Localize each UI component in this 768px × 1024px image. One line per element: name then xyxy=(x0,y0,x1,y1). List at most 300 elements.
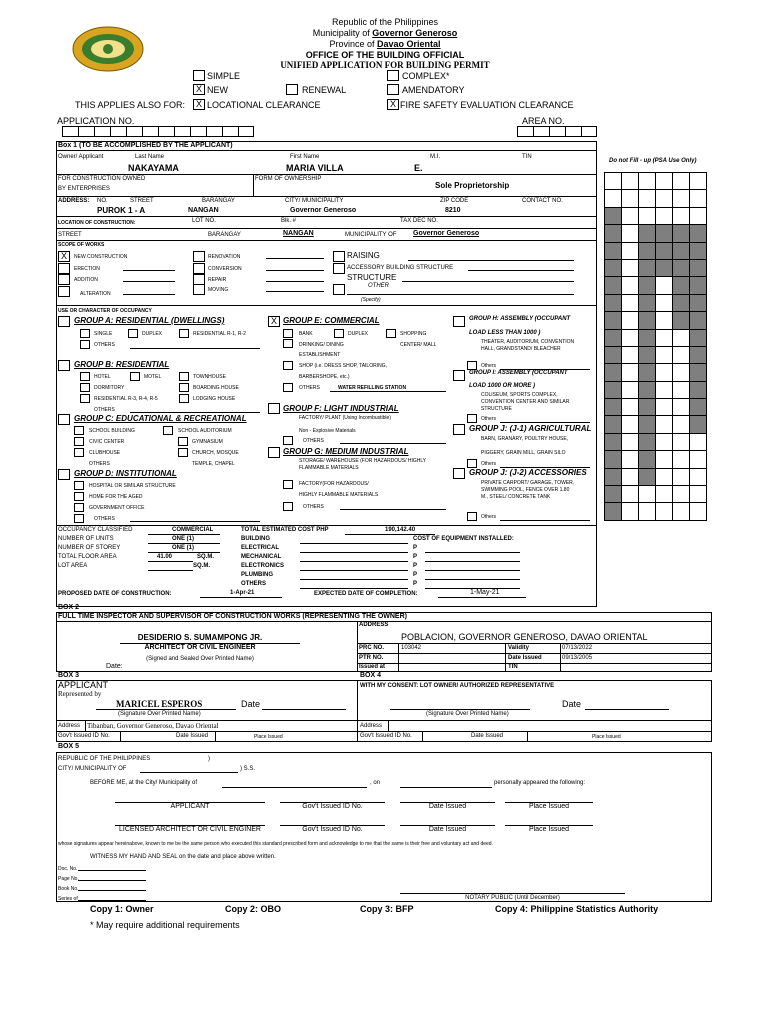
box5-rep-label: REPUBLIC OF THE PHILIPPINES xyxy=(58,756,151,762)
owner-label: Owner/ Applicant xyxy=(58,154,104,160)
psa-cell xyxy=(605,434,622,451)
simple-checkbox[interactable] xyxy=(193,70,205,81)
scope-conversion-checkbox[interactable] xyxy=(193,263,205,274)
occ-pdate-label: PROPOSED DATE OF CONSTRUCTION: xyxy=(58,591,172,597)
psa-cell xyxy=(673,173,690,190)
scope-other-checkbox[interactable] xyxy=(333,284,345,295)
street2-label: STREET xyxy=(58,232,82,238)
gb-others-label: OTHERS xyxy=(94,407,115,413)
psa-cell xyxy=(605,503,622,520)
ge-shopping-label: SHOPPING xyxy=(400,331,427,337)
header-office: OFFICE OF THE BUILDING OFFICIAL xyxy=(305,50,465,60)
renewal-checkbox[interactable] xyxy=(286,84,298,95)
group-f-label: GROUP F: LIGHT INDUSTRIAL xyxy=(283,404,399,413)
box5-on-label: , on xyxy=(370,780,381,786)
box4-date-label: Date xyxy=(562,699,582,709)
psa-cell xyxy=(639,295,656,312)
box4-govid-label: Gov't Issued ID No. xyxy=(360,733,412,739)
group-h-label: GROUP H: ASSEMBLY (OCCUPANT xyxy=(469,316,571,322)
box4-consent-label: WITH MY CONSENT: LOT OWNER/ AUTHORIZED REPRESENTATIVE xyxy=(360,683,555,689)
gb-res-checkbox[interactable] xyxy=(80,394,90,403)
scope-title: SCOPE OF WORKS xyxy=(58,242,105,248)
gd-hospital-checkbox[interactable] xyxy=(74,481,84,490)
box2-dateissued-value[interactable]: 09/13/2005 xyxy=(562,655,593,661)
psa-cell xyxy=(690,469,707,486)
group-b-label: GROUP B: RESIDENTIAL xyxy=(74,360,170,369)
box4-address-label: Address xyxy=(360,723,383,729)
box2-address-label: ADDRESS xyxy=(359,622,389,628)
occ-cost-value[interactable]: 190,142.40 xyxy=(385,527,416,533)
copy-owner: Copy 1: Owner xyxy=(90,904,154,914)
header-province: Province of Davao Oriental xyxy=(329,39,441,49)
box5-page-label: Page No. xyxy=(58,876,79,882)
no-label: NO. xyxy=(97,198,108,204)
ga-others-checkbox[interactable] xyxy=(80,340,90,349)
simple-label: SIMPLE xyxy=(207,71,241,81)
group-e-checkbox[interactable]: X xyxy=(268,316,280,327)
gc-auditorium-label: SCHOOL AUDITORIUM xyxy=(178,428,232,434)
psa-cell xyxy=(656,277,673,294)
psa-cell xyxy=(690,260,707,277)
street-label: STREET xyxy=(130,198,154,204)
psa-cell xyxy=(673,260,690,277)
mi-label: M.I. xyxy=(430,154,440,160)
p-label-5: P xyxy=(413,581,418,587)
psa-cell xyxy=(622,190,639,207)
psa-cell xyxy=(639,208,656,225)
group-f-checkbox[interactable] xyxy=(268,403,280,414)
new-checkbox[interactable]: X xyxy=(193,84,205,95)
box5-paren: ) xyxy=(208,756,210,762)
p-label-1: P xyxy=(413,545,418,551)
gc-club-checkbox[interactable] xyxy=(74,448,84,457)
gb-motel-checkbox[interactable] xyxy=(130,372,140,381)
box3-rep-label: Represented by xyxy=(58,690,102,698)
barangay-label: BARANGAY xyxy=(202,198,235,204)
psa-cell xyxy=(673,399,690,416)
taxdec-label: TAX DEC NO. xyxy=(400,218,438,224)
gd-others-checkbox[interactable] xyxy=(74,514,84,523)
muni2-value[interactable]: Governor Generoso xyxy=(413,230,480,237)
box3-govid-label: Gov't Issued ID No. xyxy=(58,733,110,739)
group-a-checkbox[interactable] xyxy=(58,316,70,327)
psa-cell xyxy=(605,347,622,364)
box3-sig-label: (Signature Over Printed Name) xyxy=(118,711,201,717)
psa-cell xyxy=(656,416,673,433)
ge-duplex-checkbox[interactable] xyxy=(334,329,344,338)
psa-cell xyxy=(605,312,622,329)
occ-sqm-label: SQ.M. xyxy=(197,554,215,560)
lastname-value[interactable]: NAKAYAMA xyxy=(128,163,179,173)
scope-moving-label: MOVING xyxy=(208,287,229,293)
psa-cell xyxy=(605,416,622,433)
gi-others-checkbox[interactable] xyxy=(467,414,477,423)
header-republic: Republic of the Philippines xyxy=(331,17,439,27)
scope-renovation-label: RENOVATION xyxy=(208,254,241,260)
occ-mechanical-label: MECHANICAL xyxy=(241,554,282,560)
psa-cell xyxy=(656,295,673,312)
box5-ss: ) S.S. xyxy=(240,766,256,772)
locational-label: LOCATIONAL CLEARANCE xyxy=(207,100,321,110)
by-enterprises-label: BY ENTERPRISES xyxy=(58,186,110,192)
ga-res-label: RESIDENTIAL R-1, R-2 xyxy=(193,331,246,337)
box5-notary-label: NOTARY PUBLIC (Until December) xyxy=(465,895,560,901)
contact-label: CONTACT NO. xyxy=(522,198,563,204)
psa-cell xyxy=(622,416,639,433)
psa-cell xyxy=(622,330,639,347)
ge-duplex-label: DUPLEX xyxy=(348,331,369,337)
complex-label: COMPLEX* xyxy=(402,71,450,81)
scope-repair-label: REPAIR xyxy=(208,277,227,283)
psa-cell xyxy=(605,208,622,225)
psa-cell xyxy=(673,225,690,242)
header-municipality: Municipality of Governor Generoso xyxy=(312,28,458,38)
psa-cell xyxy=(656,364,673,381)
occ-units-value[interactable]: ONE (1) xyxy=(172,536,195,542)
group-b-checkbox[interactable] xyxy=(58,360,70,371)
p-label-2: P xyxy=(413,554,418,560)
gb-boarding-checkbox[interactable] xyxy=(179,383,189,392)
scope-moving-checkbox[interactable] xyxy=(193,284,205,295)
psa-cell xyxy=(673,295,690,312)
psa-cell xyxy=(622,469,639,486)
scope-raising-checkbox[interactable] xyxy=(333,251,345,262)
occ-classified-value[interactable]: COMMERCIAL xyxy=(172,527,214,533)
gc-temple-label: TEMPLE, CHAPEL xyxy=(192,461,235,467)
gg-factory-checkbox[interactable] xyxy=(283,480,293,489)
ge-others-value[interactable]: WATER REFILLING STATION xyxy=(338,385,407,391)
psa-cell xyxy=(622,173,639,190)
box5-dateissued-label-1: Date Issued xyxy=(428,803,467,810)
gb-dorm-label: DORMITORY xyxy=(94,385,125,391)
box2-signed: (Signed and Sealed Over Printed Name) xyxy=(146,656,254,662)
psa-cell xyxy=(690,399,707,416)
occ-pdate-value[interactable]: 1-Apr-21 xyxy=(230,590,255,596)
psa-cell xyxy=(605,382,622,399)
gc-civic-checkbox[interactable] xyxy=(74,437,84,446)
psa-cell xyxy=(656,190,673,207)
group-a-label: GROUP A: RESIDENTIAL (DWELLINGS) xyxy=(74,316,225,325)
gg-factory-label: FACTORY(FOR HAZARDOUS/ xyxy=(299,481,369,487)
psa-cell xyxy=(639,312,656,329)
group-g-checkbox[interactable] xyxy=(268,447,280,458)
gd-gov-checkbox[interactable] xyxy=(74,503,84,512)
psa-cell xyxy=(605,469,622,486)
areano-boxes[interactable] xyxy=(517,126,597,137)
psa-cell xyxy=(656,347,673,364)
box5-book-label: Book No. xyxy=(58,886,79,892)
areano-label: AREA NO. xyxy=(522,116,565,126)
psa-cell xyxy=(622,434,639,451)
gc-church-label: CHURCH, MOSQUE xyxy=(192,450,239,456)
scope-addition-checkbox[interactable] xyxy=(58,274,70,285)
psa-cell xyxy=(639,469,656,486)
psa-cell xyxy=(690,312,707,329)
psa-cell xyxy=(656,243,673,260)
gb-dorm-checkbox[interactable] xyxy=(80,383,90,392)
ge-center-label: CENTER/ MALL xyxy=(400,342,437,348)
ga-duplex-checkbox[interactable] xyxy=(128,329,138,338)
box2-validity-value[interactable]: 07/13/2022 xyxy=(562,645,593,651)
box3-name[interactable]: MARICEL ESPEROS xyxy=(116,699,203,709)
psa-cell xyxy=(622,364,639,381)
p-label-3: P xyxy=(413,563,418,569)
gb-townhouse-checkbox[interactable] xyxy=(179,372,189,381)
ge-shop-label: SHOP (i.e. DRESS SHOP, TAILORING, xyxy=(299,363,387,369)
psa-note: Do not Fill - up (PSA Use Only) xyxy=(609,158,697,164)
psa-cell xyxy=(673,208,690,225)
psa-cell xyxy=(605,190,622,207)
gc-auditorium-checkbox[interactable] xyxy=(163,426,173,435)
address-label: ADDRESS: xyxy=(58,198,90,204)
occ-cost-label: TOTAL ESTIMATED COST PHP xyxy=(241,527,329,533)
psa-cell xyxy=(656,469,673,486)
gd-gov-label: GOVERNMENT OFFICE xyxy=(89,505,145,511)
psa-cell xyxy=(605,295,622,312)
psa-cell xyxy=(656,382,673,399)
occ-plumbing-label: PLUMBING xyxy=(241,572,273,578)
form-ownership-value[interactable]: Sole Proprietorship xyxy=(435,181,510,190)
constr-owned-label: FOR CONSTRUCTION OWNED xyxy=(58,176,146,182)
psa-cell xyxy=(605,173,622,190)
gc-gym-label: GYMNASIUM xyxy=(192,439,223,445)
location-label: LOCATION OF CONSTRUCTION: xyxy=(58,220,136,226)
scope-new-checkbox[interactable]: X xyxy=(58,251,70,262)
amendatory-label: AMENDATORY xyxy=(402,85,465,95)
group-c-checkbox[interactable] xyxy=(58,414,70,425)
gh-others-checkbox[interactable] xyxy=(467,361,477,370)
group-i-load-label: LOAD 1000 OR MORE ) xyxy=(469,383,536,389)
box3-date-label: Date xyxy=(241,699,261,709)
complex-checkbox[interactable] xyxy=(387,70,399,81)
box5-dateissued-label-2: Date Issued xyxy=(428,826,467,833)
psa-cell xyxy=(605,451,622,468)
psa-cell xyxy=(622,243,639,260)
psa-cell xyxy=(622,277,639,294)
box5-placeissued-label-1: Place Issued xyxy=(528,803,570,810)
psa-cell xyxy=(690,225,707,242)
firstname-value[interactable]: MARIA VILLA xyxy=(286,163,344,173)
psa-cell xyxy=(673,486,690,503)
scope-structure-label: STRUCTURE xyxy=(347,273,397,282)
occ-lotsqm-label: SQ.M. xyxy=(193,563,211,569)
scope-specify-label: (Specify) xyxy=(361,297,381,303)
ge-bank-label: BANK xyxy=(299,331,313,337)
psa-cell xyxy=(622,486,639,503)
barangay2-value[interactable]: NANGAN xyxy=(283,230,314,237)
gc-church-checkbox[interactable] xyxy=(178,448,188,457)
zip-value[interactable]: 8210 xyxy=(445,207,461,214)
mi-value[interactable]: E. xyxy=(414,163,423,173)
copy-bfp: Copy 3: BFP xyxy=(360,904,414,914)
ga-duplex-label: DUPLEX xyxy=(142,331,163,337)
psa-cell xyxy=(639,260,656,277)
psa-cell xyxy=(656,486,673,503)
psa-cell xyxy=(673,364,690,381)
box5-doc-label: Doc. No. xyxy=(58,866,78,872)
psa-cell xyxy=(673,190,690,207)
ge-shopping-checkbox[interactable] xyxy=(386,329,396,338)
group-j1-checkbox[interactable] xyxy=(453,424,465,435)
psa-cell xyxy=(673,382,690,399)
psa-cell xyxy=(639,416,656,433)
box2-prc-value[interactable]: 103042 xyxy=(401,645,422,651)
gd-aged-checkbox[interactable] xyxy=(74,492,84,501)
occ-storey-value[interactable]: ONE (1) xyxy=(172,545,195,551)
psa-cell xyxy=(690,364,707,381)
gf-factory-label: FACTORY/ PLANT (Using Incombustible) xyxy=(299,415,391,421)
group-i-checkbox[interactable] xyxy=(453,370,465,381)
psa-cell xyxy=(656,208,673,225)
fire-checkbox[interactable]: X xyxy=(387,99,399,110)
box2-date-label: Date: xyxy=(106,663,123,670)
appno-label: APPLICATION NO. xyxy=(57,116,135,126)
additional-requirements-note: * May require additional requirements xyxy=(90,920,240,930)
gc-club-label: CLUBHOUSE xyxy=(89,450,121,456)
psa-cell xyxy=(622,260,639,277)
psa-cell xyxy=(690,416,707,433)
box3-dateissued-label: Date Issued xyxy=(176,733,209,739)
scope-erection-checkbox[interactable] xyxy=(58,263,70,274)
ga-res-checkbox[interactable] xyxy=(179,329,189,338)
street-value[interactable]: PUROK 1 - A xyxy=(97,206,146,215)
psa-cell xyxy=(639,173,656,190)
psa-cell xyxy=(656,399,673,416)
psa-cell xyxy=(622,382,639,399)
group-j2-checkbox[interactable] xyxy=(453,468,465,479)
group-d-checkbox[interactable] xyxy=(58,469,70,480)
scope-renovation-checkbox[interactable] xyxy=(193,251,205,262)
gc-others-label: OTHERS xyxy=(89,461,110,467)
box4-placeissued-label: Place Issued xyxy=(592,734,621,740)
psa-cell xyxy=(605,260,622,277)
psa-cell xyxy=(622,399,639,416)
psa-cell xyxy=(656,330,673,347)
barangay-value[interactable]: NANGAN xyxy=(188,207,219,214)
box5-series-label: Series of xyxy=(58,896,78,902)
amendatory-checkbox[interactable] xyxy=(387,84,399,95)
locational-checkbox[interactable]: X xyxy=(193,99,205,110)
psa-cell xyxy=(690,173,707,190)
box2-name[interactable]: DESIDERIO S. SUMAMPONG JR. xyxy=(137,633,263,642)
psa-cell xyxy=(622,295,639,312)
gb-res-label: RESIDENTIAL R-3, R-4, R-5 xyxy=(94,396,158,402)
group-d-label: GROUP D: INSTITUTIONAL xyxy=(74,469,177,478)
psa-cell xyxy=(690,347,707,364)
ge-dining-checkbox[interactable] xyxy=(283,339,293,348)
group-c-label: GROUP C: EDUCATIONAL & RECREATIONAL xyxy=(74,414,247,423)
psa-cell xyxy=(605,243,622,260)
ge-bank-checkbox[interactable] xyxy=(283,329,293,338)
psa-cell xyxy=(605,277,622,294)
scope-new-label: NEW CONSTRUCTION xyxy=(74,254,128,260)
lot-label: LOT NO. xyxy=(192,218,216,224)
box2-tin-label: TIN xyxy=(508,664,518,670)
scope-conversion-label: CONVERSION xyxy=(208,266,242,272)
psa-cell xyxy=(656,434,673,451)
gc-civic-label: CIVIC CENTER xyxy=(89,439,125,445)
scope-alteration-checkbox[interactable] xyxy=(58,286,70,297)
appno-boxes[interactable] xyxy=(62,126,254,137)
barangay2-label: BARANGAY xyxy=(208,232,241,238)
psa-cell xyxy=(673,416,690,433)
lastname-label: Last Name xyxy=(135,154,165,160)
box2-ptr-label: PTR NO. xyxy=(359,655,384,661)
box3-address-value[interactable]: Tibanban, Governor Generoso, Davao Oriental xyxy=(87,722,219,730)
psa-cell xyxy=(639,434,656,451)
psa-cell xyxy=(690,277,707,294)
gc-gym-checkbox[interactable] xyxy=(178,437,188,446)
occ-classified-label: OCCUPANCY CLASSIFIED xyxy=(58,527,133,533)
gb-lodging-checkbox[interactable] xyxy=(179,394,189,403)
scope-accessory-checkbox[interactable] xyxy=(333,263,345,274)
fire-label: FIRE SAFETY EVALUATION CLEARANCE xyxy=(400,100,574,110)
gj2-others-checkbox[interactable] xyxy=(467,512,477,521)
psa-cell xyxy=(639,190,656,207)
psa-cell xyxy=(673,503,690,520)
gc-school-checkbox[interactable] xyxy=(74,426,84,435)
psa-cell xyxy=(690,243,707,260)
gj1-others-checkbox[interactable] xyxy=(467,459,477,468)
box5-title: BOX 5 xyxy=(58,743,80,750)
gb-hotel-checkbox[interactable] xyxy=(80,372,90,381)
psa-cell xyxy=(639,330,656,347)
occ-floor-value[interactable]: 41.00 xyxy=(157,554,173,560)
psa-cell xyxy=(622,347,639,364)
scope-accessory-label: ACCESSORY BUILDING STRUCTURE xyxy=(347,265,454,271)
gb-townhouse-label: TOWNHOUSE xyxy=(193,374,226,380)
box2-address-value[interactable]: POBLACION, GOVERNOR GENEROSO, DAVAO ORIENTAL xyxy=(401,632,648,642)
box3-title: BOX 3 xyxy=(58,672,80,679)
box2-validity-label: Validity xyxy=(508,645,530,651)
psa-cell xyxy=(605,486,622,503)
form-ownership-label: FORM OF OWNERSHIP xyxy=(255,176,322,182)
psa-cell xyxy=(673,243,690,260)
ge-shop-checkbox[interactable] xyxy=(283,361,293,370)
gi-coliseum-label: COLISEUM, SPORTS COMPLEX, CONVENTION CENTER AND SIMILAR STRUCTURE xyxy=(481,392,570,412)
psa-cell xyxy=(622,208,639,225)
gg-others-checkbox[interactable] xyxy=(283,502,293,511)
p-label-4: P xyxy=(413,572,418,578)
group-h-checkbox[interactable] xyxy=(453,316,465,327)
ga-single-checkbox[interactable] xyxy=(80,329,90,338)
group-e-label: GROUP E: COMMERCIAL xyxy=(283,316,380,325)
gj1-barn-label: BARN, GRANARY, POULTRY HOUSE, xyxy=(481,436,569,442)
gb-motel-label: MOTEL xyxy=(144,374,162,380)
firstname-label: First Name xyxy=(290,154,320,160)
gd-others-label: OTHERS xyxy=(94,516,115,522)
box2-subtitle: FULL TIME INSPECTOR AND SUPERVISOR OF CONSTRUCTION WORKS (REPRESENTING THE OWNER) xyxy=(58,613,407,620)
psa-cell xyxy=(605,225,622,242)
gj1-others-label: Others xyxy=(481,461,497,467)
occ-edate-value[interactable]: 1-May-21 xyxy=(470,589,500,596)
renewal-label: RENEWAL xyxy=(302,85,347,95)
occ-electronics-label: ELECTRONICS xyxy=(241,563,285,569)
occ-building-label: BUILDING xyxy=(241,536,270,542)
box5-witness-text: WITNESS MY HAND AND SEAL on the date and place above written. xyxy=(90,854,276,860)
occ-lot-label: LOT AREA xyxy=(58,563,88,569)
psa-cell xyxy=(690,190,707,207)
psa-cell xyxy=(605,399,622,416)
gf-others-label: OTHERS xyxy=(303,438,324,444)
gf-others-checkbox[interactable] xyxy=(283,436,293,445)
gj1-piggery-label: PIGGERY, GRAIN MILL, GRAIN SILO xyxy=(481,450,566,456)
ge-others-checkbox[interactable] xyxy=(283,383,293,392)
city-value[interactable]: Governor Generoso xyxy=(290,207,357,214)
psa-cell xyxy=(622,503,639,520)
box3-address-label: Address xyxy=(58,723,81,729)
psa-cell xyxy=(690,330,707,347)
